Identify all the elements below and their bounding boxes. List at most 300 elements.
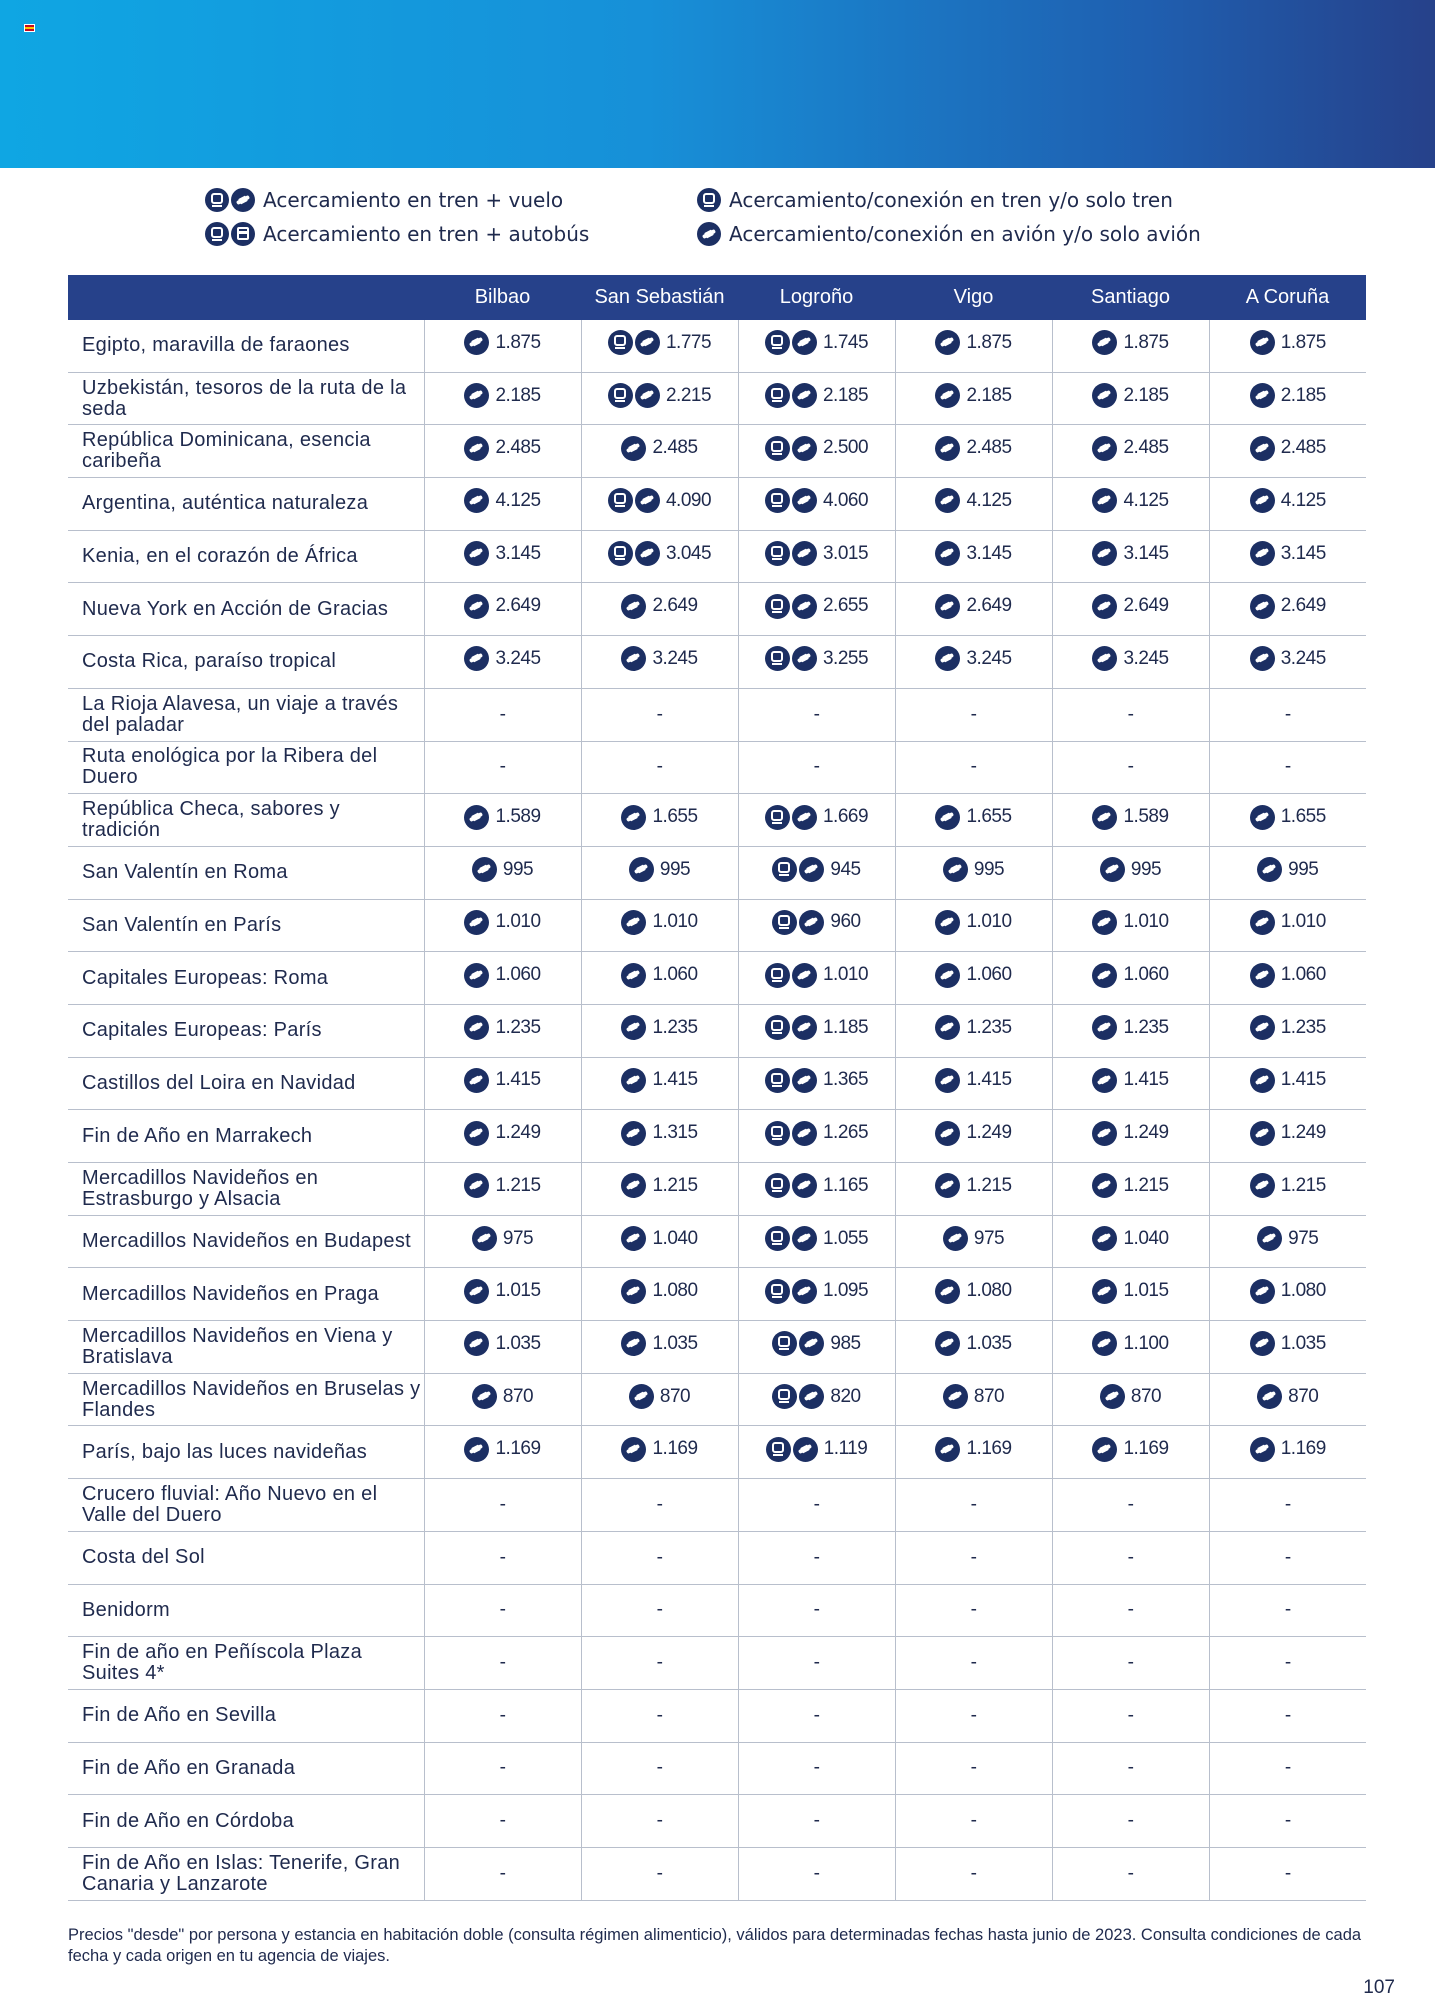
- price-cell-content: [1100, 857, 1161, 882]
- price-cell: [424, 1479, 581, 1532]
- price-value: 2.649: [652, 595, 698, 617]
- price-value: 2.485: [495, 437, 541, 459]
- price-cell: [1052, 372, 1209, 425]
- price-value: 1.035: [966, 1332, 1012, 1354]
- plane-icon: [1092, 805, 1117, 830]
- train-icon: [608, 330, 633, 355]
- price-cell-content: [971, 756, 977, 778]
- train-icon: [766, 1437, 791, 1462]
- price-cell-content: [472, 1384, 533, 1409]
- plane-icon: [943, 857, 968, 882]
- price-cell: [895, 846, 1052, 899]
- price-value: 1.010: [966, 911, 1012, 933]
- plane-icon: [792, 383, 817, 408]
- price-value: 995: [1288, 858, 1319, 880]
- price-cell-content: [1128, 756, 1134, 778]
- price-value: 3.245: [966, 647, 1012, 669]
- price-value: 2.649: [1280, 595, 1326, 617]
- table-row: [68, 478, 1366, 531]
- plane-icon: [635, 541, 660, 566]
- price-cell-content: [464, 1437, 540, 1462]
- plane-icon: [464, 1068, 489, 1093]
- price-cell: [1052, 1426, 1209, 1479]
- price-value: 1.875: [966, 331, 1012, 353]
- plane-icon: [792, 488, 817, 513]
- price-cell: [424, 1531, 581, 1584]
- plane-icon: [464, 436, 489, 461]
- price-value: -: [1127, 1599, 1134, 1621]
- price-value: 1.095: [822, 1280, 869, 1302]
- price-cell: [738, 425, 895, 478]
- price-value: -: [1127, 703, 1134, 725]
- price-cell: [895, 1742, 1052, 1795]
- price-cell: [895, 1110, 1052, 1163]
- price-cell-content: [1092, 1173, 1168, 1198]
- price-cell-content: [765, 1121, 868, 1146]
- price-cell-content: [971, 1757, 977, 1779]
- price-cell-content: [1100, 1384, 1161, 1409]
- price-cell-content: [971, 1652, 977, 1674]
- price-value: -: [813, 1493, 820, 1515]
- price-cell-content: [464, 383, 540, 408]
- price-cell: [895, 1847, 1052, 1900]
- price-cell: [424, 1373, 581, 1426]
- price-cell: [424, 1426, 581, 1479]
- table-row: [68, 1531, 1366, 1584]
- plane-icon: [935, 1015, 960, 1040]
- table-row: [68, 1742, 1366, 1795]
- price-cell: [738, 372, 895, 425]
- destination-cell: San Valentín en París: [68, 899, 424, 952]
- price-value: 1.165: [822, 1174, 869, 1196]
- price-cell-content: [935, 1437, 1011, 1462]
- price-value: -: [499, 756, 506, 778]
- price-cell: [738, 1110, 895, 1163]
- price-cell: [895, 1531, 1052, 1584]
- price-cell: [424, 1584, 581, 1637]
- price-cell-content: [765, 646, 868, 671]
- price-value: 1.169: [966, 1438, 1012, 1460]
- train-icon: [765, 805, 790, 830]
- price-cell-content: [1092, 594, 1168, 619]
- column-header-a-coruna: A Coruña: [1209, 275, 1366, 320]
- price-value: 870: [1130, 1385, 1162, 1407]
- price-value: -: [1284, 756, 1291, 778]
- train-icon: [765, 1279, 790, 1304]
- price-cell: [1209, 899, 1366, 952]
- price-cell: [1209, 1426, 1366, 1479]
- price-cell: [424, 583, 581, 636]
- price-cell: [1209, 794, 1366, 847]
- price-cell: [895, 952, 1052, 1005]
- price-cell: [1052, 1584, 1209, 1637]
- price-cell: [1052, 688, 1209, 741]
- table-row: [68, 1689, 1366, 1742]
- price-cell-content: [608, 383, 711, 408]
- price-value: -: [1284, 1599, 1291, 1621]
- price-value: 975: [973, 1227, 1005, 1249]
- legend-label: Acercamiento/conexión en avión y/o solo avión: [729, 222, 1201, 246]
- train-icon: [765, 488, 790, 513]
- plane-icon: [1257, 857, 1282, 882]
- price-value: -: [813, 1599, 820, 1621]
- price-value: -: [813, 1546, 820, 1568]
- price-value: 1.040: [1123, 1227, 1169, 1249]
- price-cell: [1052, 530, 1209, 583]
- price-value: 1.015: [1123, 1280, 1169, 1302]
- plane-icon: [621, 1068, 646, 1093]
- plane-icon: [792, 436, 817, 461]
- price-cell: [738, 1795, 895, 1848]
- price-value: -: [656, 756, 663, 778]
- table-row: [68, 530, 1366, 583]
- price-cell-content: [772, 857, 860, 882]
- price-value: 1.015: [495, 1280, 541, 1302]
- price-cell-content: [464, 1121, 540, 1146]
- price-value: 2.649: [495, 595, 541, 617]
- price-cell-content: [500, 756, 506, 778]
- price-cell-content: [1128, 1599, 1134, 1621]
- price-value: 1.235: [1280, 1016, 1326, 1038]
- price-cell-content: [1128, 704, 1134, 726]
- plane-icon: [464, 1173, 489, 1198]
- price-value: 995: [1130, 858, 1162, 880]
- price-value: 1.169: [495, 1438, 541, 1460]
- plane-icon: [472, 1226, 497, 1251]
- table-row: [68, 636, 1366, 689]
- price-cell-content: [1092, 646, 1168, 671]
- plane-icon: [464, 330, 489, 355]
- price-cell: [424, 1689, 581, 1742]
- legend-item-train: [697, 188, 1173, 212]
- price-value: 1.215: [966, 1174, 1012, 1196]
- table-row: [68, 688, 1366, 741]
- plane-icon: [621, 963, 646, 988]
- price-cell-content: [500, 704, 506, 726]
- price-cell-content: [1250, 383, 1326, 408]
- price-cell: [581, 952, 738, 1005]
- column-header-logrono: Logroño: [738, 275, 895, 320]
- plane-icon: [621, 1437, 646, 1462]
- price-value: 3.145: [1123, 542, 1169, 564]
- price-value: 1.235: [966, 1016, 1012, 1038]
- plane-icon: [935, 330, 960, 355]
- price-cell: [895, 1426, 1052, 1479]
- price-value: -: [499, 1810, 506, 1832]
- price-cell: [581, 1742, 738, 1795]
- price-cell-content: [772, 1384, 860, 1409]
- table-row: [68, 425, 1366, 478]
- plane-icon: [1250, 910, 1275, 935]
- price-value: 1.169: [1280, 1438, 1326, 1460]
- plane-icon: [1250, 436, 1275, 461]
- price-cell: [424, 1742, 581, 1795]
- table-row: [68, 952, 1366, 1005]
- table-row: [68, 320, 1366, 372]
- destination-cell: Uzbekistán, tesoros de la ruta de la seda: [68, 372, 424, 425]
- price-cell-content: [935, 1121, 1011, 1146]
- price-cell-content: [464, 541, 540, 566]
- price-value: 2.185: [966, 384, 1012, 406]
- price-value: 3.255: [822, 647, 869, 669]
- price-value: 3.145: [1280, 542, 1326, 564]
- price-value: -: [970, 1652, 977, 1674]
- price-cell: [1209, 1479, 1366, 1532]
- price-cell: [1052, 1847, 1209, 1900]
- price-value: 1.235: [495, 1016, 541, 1038]
- page-number: 107: [1363, 1977, 1395, 1998]
- price-value: 1.875: [1280, 331, 1326, 353]
- price-cell-content: [500, 1652, 506, 1674]
- price-cell: [424, 320, 581, 372]
- price-cell-content: [971, 1494, 977, 1516]
- price-value: -: [970, 703, 977, 725]
- price-value: 975: [502, 1227, 534, 1249]
- price-cell-content: [1250, 805, 1326, 830]
- plane-icon: [1250, 330, 1275, 355]
- price-cell: [895, 425, 1052, 478]
- price-value: 1.010: [1123, 911, 1169, 933]
- price-cell: [895, 372, 1052, 425]
- price-value: -: [656, 1652, 663, 1674]
- price-cell-content: [935, 1331, 1011, 1356]
- price-cell-content: [943, 1384, 1004, 1409]
- price-value: 1.060: [495, 964, 541, 986]
- price-cell-content: [814, 1494, 820, 1516]
- price-cell-content: [629, 857, 690, 882]
- price-cell: [738, 1321, 895, 1374]
- price-cell: [895, 1689, 1052, 1742]
- price-cell-content: [935, 330, 1011, 355]
- price-cell: [1209, 1689, 1366, 1742]
- price-cell: [581, 1479, 738, 1532]
- price-value: -: [656, 1599, 663, 1621]
- price-value: 870: [502, 1385, 534, 1407]
- price-value: 960: [830, 911, 861, 933]
- plane-icon: [1250, 1437, 1275, 1462]
- price-cell-content: [657, 1652, 663, 1674]
- plane-icon: [1092, 1331, 1117, 1356]
- price-value: 820: [830, 1385, 861, 1407]
- price-value: 1.875: [1123, 331, 1169, 353]
- price-cell-content: [621, 805, 697, 830]
- price-value: 1.655: [966, 806, 1012, 828]
- price-cell: [424, 636, 581, 689]
- price-cell: [1209, 530, 1366, 583]
- price-cell-content: [765, 1015, 868, 1040]
- price-cell-content: [814, 1810, 820, 1832]
- price-cell: [895, 1215, 1052, 1268]
- price-cell: [1209, 372, 1366, 425]
- plane-icon: [621, 1173, 646, 1198]
- price-cell-content: [765, 541, 868, 566]
- legend-label: Acercamiento en tren + vuelo: [263, 188, 564, 212]
- price-cell-content: [1128, 1810, 1134, 1832]
- train-icon: [772, 1384, 797, 1409]
- price-cell: [1209, 1795, 1366, 1848]
- price-cell: [581, 1795, 738, 1848]
- price-cell-content: [657, 1599, 663, 1621]
- price-cell-content: [657, 756, 663, 778]
- price-value: 1.265: [822, 1122, 869, 1144]
- price-cell: [581, 1584, 738, 1637]
- train-icon: [205, 188, 229, 212]
- price-value: 1.010: [1280, 911, 1326, 933]
- price-cell-content: [1092, 436, 1168, 461]
- price-cell-content: [1128, 1494, 1134, 1516]
- price-cell-content: [935, 963, 1011, 988]
- price-cell: [895, 583, 1052, 636]
- price-cell-content: [765, 594, 868, 619]
- price-cell: [895, 688, 1052, 741]
- price-cell: [424, 1637, 581, 1690]
- price-cell-content: [765, 488, 868, 513]
- plane-icon: [464, 805, 489, 830]
- price-value: 1.035: [652, 1332, 698, 1354]
- price-cell-content: [935, 436, 1011, 461]
- price-cell-content: [500, 1863, 506, 1885]
- price-value: 3.145: [966, 542, 1012, 564]
- price-cell: [1052, 1795, 1209, 1848]
- price-cell-content: [765, 436, 868, 461]
- price-value: 1.589: [495, 806, 541, 828]
- price-cell: [895, 530, 1052, 583]
- price-cell-content: [1250, 1015, 1326, 1040]
- plane-icon: [1092, 910, 1117, 935]
- price-value: 1.010: [822, 964, 869, 986]
- price-cell: [581, 1689, 738, 1742]
- price-value: -: [970, 1546, 977, 1568]
- plane-icon: [629, 1384, 654, 1409]
- train-icon: [772, 857, 797, 882]
- plane-icon: [1092, 963, 1117, 988]
- plane-icon: [621, 1279, 646, 1304]
- destination-cell: República Dominicana, esencia caribeña: [68, 425, 424, 478]
- price-cell-content: [1128, 1547, 1134, 1569]
- price-value: -: [656, 1862, 663, 1884]
- price-cell: [581, 1163, 738, 1216]
- price-cell: [738, 794, 895, 847]
- price-value: 3.145: [495, 542, 541, 564]
- plane-icon: [1092, 330, 1117, 355]
- train-icon: [765, 541, 790, 566]
- plane-icon: [935, 436, 960, 461]
- plane-icon: [1250, 805, 1275, 830]
- price-value: -: [499, 1862, 506, 1884]
- legend-label: Acercamiento/conexión en tren y/o solo tren: [729, 188, 1173, 212]
- destination-cell: Castillos del Loira en Navidad: [68, 1057, 424, 1110]
- plane-icon: [935, 1279, 960, 1304]
- price-value: 2.485: [1123, 437, 1169, 459]
- price-cell-content: [814, 1705, 820, 1727]
- price-value: -: [1127, 1810, 1134, 1832]
- price-cell-content: [608, 330, 711, 355]
- price-cell: [424, 952, 581, 1005]
- column-header-bilbao: Bilbao: [424, 275, 581, 320]
- price-value: 1.315: [652, 1122, 698, 1144]
- price-cell: [1052, 899, 1209, 952]
- price-value: -: [813, 1810, 820, 1832]
- price-cell: [424, 1110, 581, 1163]
- price-cell-content: [814, 756, 820, 778]
- plane-icon: [1092, 1015, 1117, 1040]
- price-cell-content: [1092, 383, 1168, 408]
- plane-icon: [621, 1015, 646, 1040]
- price-cell-content: [765, 1068, 868, 1093]
- price-cell-content: [464, 1068, 540, 1093]
- price-cell: [1209, 1637, 1366, 1690]
- destination-cell: Capitales Europeas: Roma: [68, 952, 424, 1005]
- price-cell-content: [621, 1015, 697, 1040]
- table-row: [68, 1479, 1366, 1532]
- plane-icon: [1092, 1226, 1117, 1251]
- price-cell: [895, 1321, 1052, 1374]
- plane-icon: [1092, 436, 1117, 461]
- price-value: 3.045: [665, 542, 712, 564]
- price-value: -: [1284, 1810, 1291, 1832]
- plane-icon: [792, 1015, 817, 1040]
- table-row: [68, 583, 1366, 636]
- legend-label: Acercamiento en tren + autobús: [263, 222, 590, 246]
- plane-icon: [464, 963, 489, 988]
- price-cell-content: [1250, 1437, 1326, 1462]
- price-value: 1.415: [1123, 1069, 1169, 1091]
- price-cell: [1209, 1268, 1366, 1321]
- table-row: [68, 899, 1366, 952]
- price-cell-content: [629, 1384, 690, 1409]
- price-value: 1.745: [822, 331, 869, 353]
- plane-icon: [792, 330, 817, 355]
- price-cell-content: [657, 1547, 663, 1569]
- price-cell-content: [500, 1494, 506, 1516]
- plane-icon: [799, 1384, 824, 1409]
- price-cell-content: [621, 1121, 697, 1146]
- destination-cell: Mercadillos Navideños en Estrasburgo y Alsacia: [68, 1163, 424, 1216]
- price-cell: [738, 1689, 895, 1742]
- price-cell: [1209, 1004, 1366, 1057]
- price-cell: [895, 1584, 1052, 1637]
- table-header-row: [68, 275, 1366, 320]
- train-icon: [765, 1121, 790, 1146]
- footnote: Precios "desde" por persona y estancia en habitación doble (consulta régimen alimenticio), válidos para determinadas fechas hasta junio de 2023. Consulta condiciones de cada fecha y cada origen en tu agencia de viajes.: [68, 1926, 1362, 1965]
- price-value: -: [813, 1704, 820, 1726]
- price-cell: [1209, 320, 1366, 372]
- plane-icon: [1092, 488, 1117, 513]
- plane-icon: [1250, 1173, 1275, 1198]
- price-value: -: [813, 1757, 820, 1779]
- price-cell: [1052, 794, 1209, 847]
- train-icon: [608, 541, 633, 566]
- plane-icon: [464, 1279, 489, 1304]
- price-cell: [581, 1110, 738, 1163]
- plane-icon: [1092, 1173, 1117, 1198]
- price-value: -: [656, 1493, 663, 1515]
- train-icon: [765, 963, 790, 988]
- price-cell-content: [464, 330, 540, 355]
- price-value: 1.655: [1280, 806, 1326, 828]
- plane-icon: [935, 1173, 960, 1198]
- price-cell: [738, 530, 895, 583]
- table-row: [68, 1373, 1366, 1426]
- plane-icon: [935, 1121, 960, 1146]
- plane-icon: [799, 857, 824, 882]
- price-cell: [424, 899, 581, 952]
- price-cell: [1052, 1215, 1209, 1268]
- price-cell-content: [935, 1279, 1011, 1304]
- price-value: 1.249: [1280, 1122, 1326, 1144]
- price-cell: [738, 1479, 895, 1532]
- destination-cell: Benidorm: [68, 1584, 424, 1637]
